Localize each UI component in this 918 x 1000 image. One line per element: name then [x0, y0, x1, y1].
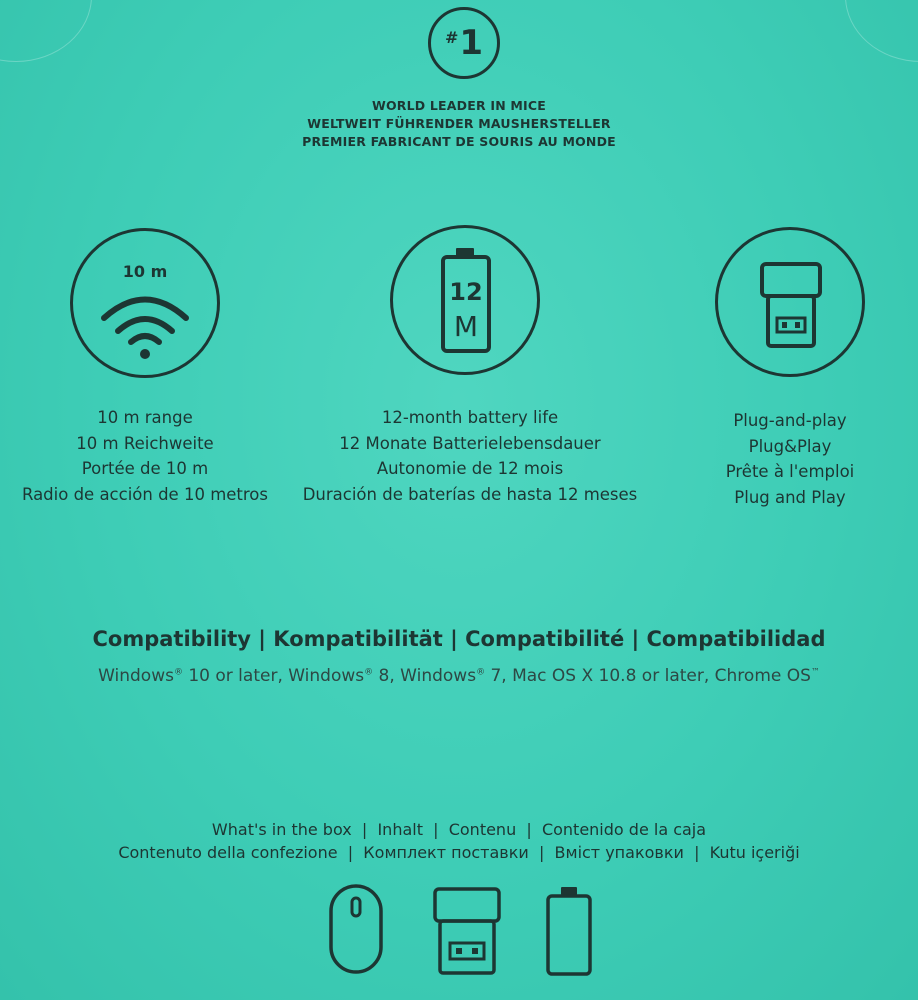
plug-line-fr: Prête à l'emploi [725, 462, 855, 481]
badge-number: 1 [459, 23, 484, 63]
usb-receiver-icon [432, 886, 502, 976]
glare-right [845, 0, 918, 62]
range-line-fr: Portée de 10 m [81, 459, 209, 478]
plug-line-en: Plug-and-play [733, 411, 847, 430]
battery-life-icon [390, 225, 540, 375]
number-one-badge [428, 7, 500, 79]
compatibility-systems: Windows® 10 or later, Windows® 8, Windows® 7, Mac OS X 10.8 or later, Chrome OS™ [98, 666, 820, 686]
leader-line-de: WELTWEIT FÜHRENDER MAUSHERSTELLER [307, 116, 611, 131]
plug-line-de: Plug&Play [748, 436, 832, 456]
battery-text [290, 405, 650, 507]
box-contents-line-1: What's in the box | Inhalt | Contenu | Contenido de la caja [211, 820, 707, 839]
box-contents-line-2: Contenuto della confezione | Комплект поставки | Вміст упаковки | Kutu içeriği [118, 843, 800, 862]
usb-receiver-icon [715, 227, 865, 377]
leader-line-fr: PREMIER FABRICANT DE SOURIS AU MONDE [302, 134, 616, 149]
range-line-es: Radio de acción de 10 metros [21, 484, 269, 504]
glare-left [0, 0, 92, 62]
plug-line-es: Plug and Play [734, 487, 846, 507]
range-line-de: 10 m Reichweite [76, 433, 214, 453]
battery-unit: M [453, 310, 479, 343]
compatibility-heading: Compatibility | Kompatibilität | Compatibilité | Compatibilidad [92, 627, 826, 651]
battery-icon [545, 885, 593, 977]
range-label: 10 m [122, 262, 168, 281]
leader-line-en: WORLD LEADER IN MICE [371, 98, 547, 113]
battery-number: 12 [449, 278, 483, 306]
battery-line-de: 12 Monate Batterielebensdauer [339, 433, 601, 453]
plug-text [650, 408, 918, 510]
battery-line-en: 12-month battery life [381, 408, 559, 427]
mouse-icon [328, 883, 384, 975]
range-text [0, 405, 290, 507]
wireless-range-icon [70, 228, 220, 378]
range-line-en: 10 m range [97, 408, 193, 427]
battery-line-fr: Autonomie de 12 mois [376, 459, 564, 478]
battery-line-es: Duración de baterías de hasta 12 meses [302, 484, 638, 504]
hash-symbol: # [444, 27, 459, 47]
